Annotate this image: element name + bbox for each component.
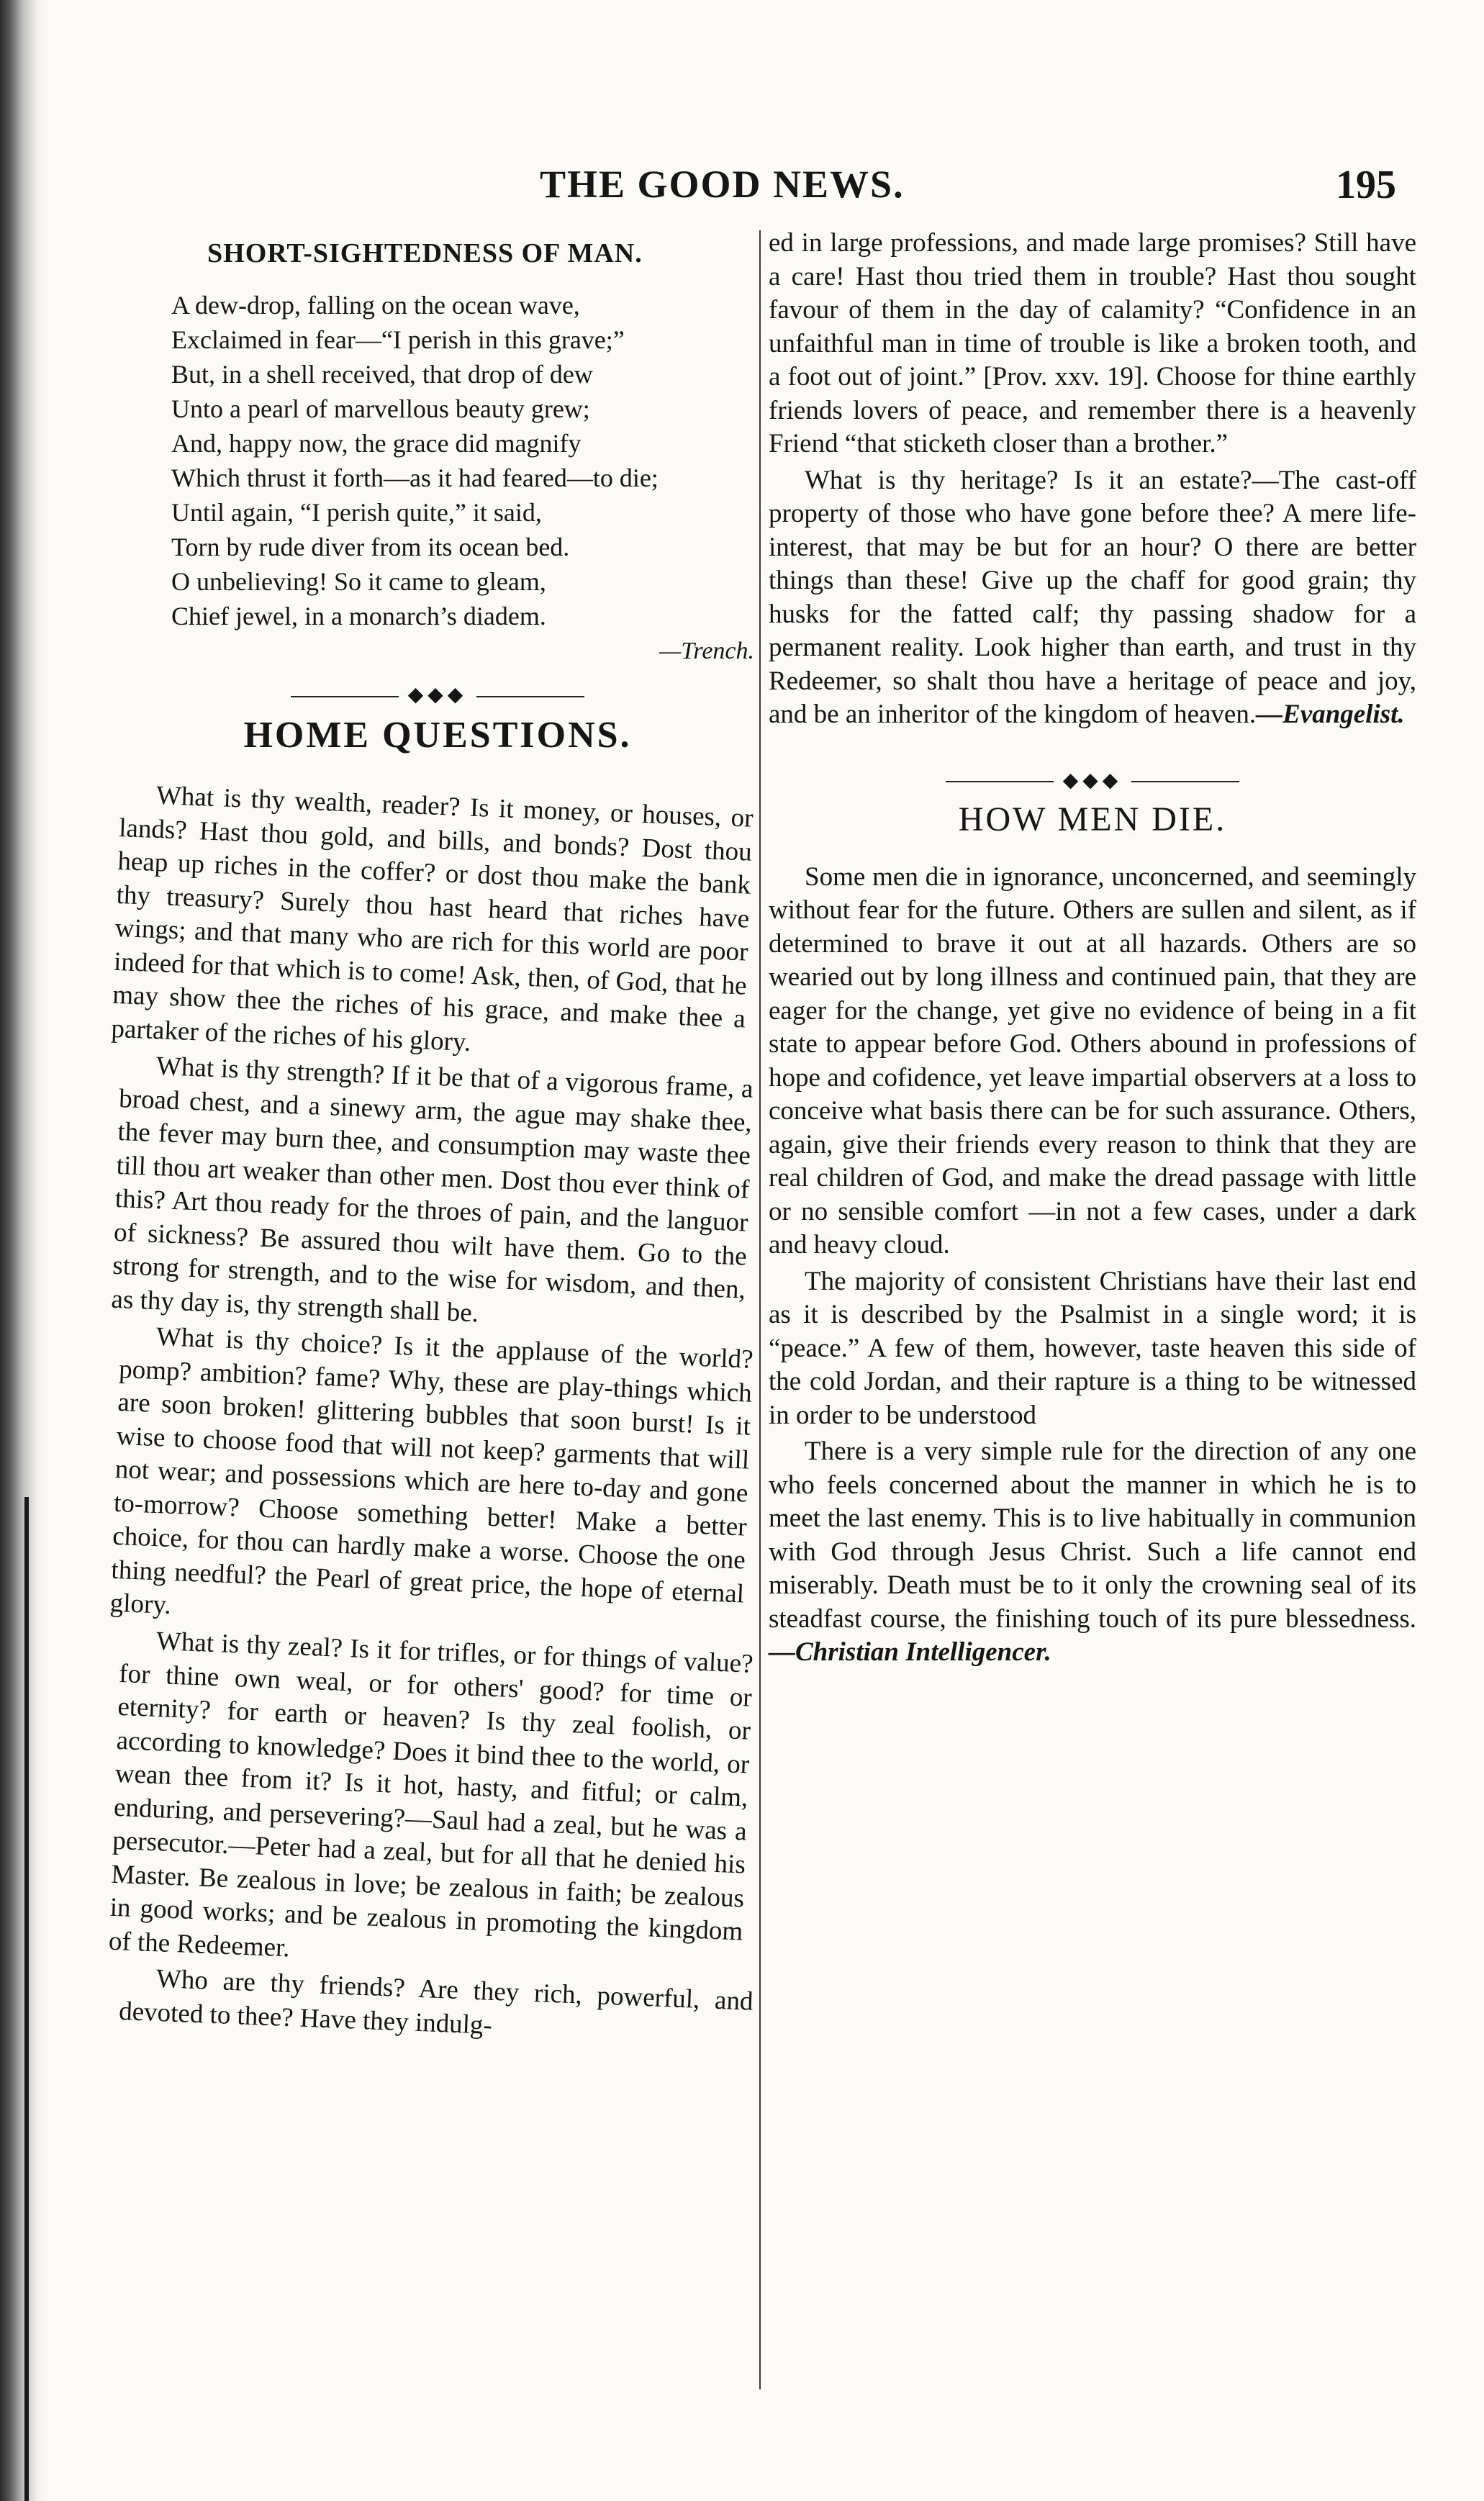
home-questions-title: HOME QUESTIONS. xyxy=(243,715,632,756)
section-ornament: ◆◆◆ xyxy=(121,682,754,707)
poem-body xyxy=(121,288,754,633)
article-paragraph-continued: ed in large professions, and made large promises? Still have a care! Hast thou tried them in trouble? Hast thou sought favour of them in the day of calamity? “Confidence in an unfaithful man in time of trouble is like a broken tooth, and a foot out of joint.” [Prov. xxv. 19]. Choose for thine earthly friends lovers of peace, and remember there is a heavenly Friend “that sticketh closer than a brother.” xyxy=(769,228,1416,458)
section-ornament: ◆◆◆ xyxy=(769,768,1416,792)
poem-attribution: —Trench. xyxy=(659,638,754,664)
poem-line: A dew-drop, falling on the ocean wave, xyxy=(171,291,580,320)
article-paragraph: Who are thy friends? Are they rich, powerful, and devoted to thee? Have they indulg- xyxy=(118,1963,754,2040)
running-title: THE GOOD NEWS. xyxy=(540,163,905,206)
binding-edge xyxy=(24,1497,29,2501)
poem-line: Which thrust it forth—as it had feared—to die; xyxy=(171,463,659,492)
paragraph-text: There is a very simple rule for the direction of any one who feels concerned about the manner in which he is to meet the last enemy. This is to live habitually in communion with God through Jesus Christ. Such a life cannot end miserably. Death must be to it only the crowning seal of its steadfast course, the finishing touch of its pure blessedness. xyxy=(769,1437,1416,1634)
paragraph-text: What is thy heritage? Is it an estate?—The cast-off property of those who have gone before thee? A mere life-interest, that may be but for an hour? O there are better things than these! Give up the chaff for good grain; thy husks for the fatted calf; thy passing shadow for a permanent reality. Look higher than earth, and trust in thy Redeemer, so shalt thou have a heritage of peace and joy, and be an inheritor of the kingdom of heaven. xyxy=(769,465,1416,729)
poem-title: SHORT-SIGHTEDNESS OF MAN. xyxy=(207,238,643,268)
column-divider xyxy=(759,230,761,2389)
article-paragraph: Some men die in ignorance, unconcerned, and seemingly without fear for the future. Others are sullen and silent, as if determined to brave it out at all hazards. Others are so wearied out by long illness and continued pain, that they are eager for the change, yet give no evidence of being in a fit state to appear before God. Others abound in professions of hope and cofidence, yet leave impartial observers at a loss to conceive what basis there can be for such assurance. Others, again, give their friends every reason to think that they are real children of God, and make the dread passage with little or no sensible comfort —in not a few cases, under a dark and heavy cloud. xyxy=(769,861,1416,1259)
poem-line: Unto a pearl of marvellous beauty grew; xyxy=(171,394,590,423)
poem-line: Torn by rude diver from its ocean bed. xyxy=(171,533,570,561)
poem-line: But, in a shell received, that drop of dew xyxy=(171,360,593,389)
article-paragraph: What is thy zeal? Is it for trifles, or for things of value? for thine own weal, or for others' good? for time or eternity? for earth or heaven? Is thy zeal foolish, or according to knowledge? Does it bind thee to the world, or wean thee from it? Is it hot, hasty, and fitful; or calm, enduring, and persevering?—Saul had a zeal, but he was a persecutor.—Peter had a zeal, but for all that he denied his Master. Be zealous in love; be zealous in faith; be zealous in good works; and be zealous in promoting the kingdom of the Redeemer. xyxy=(108,1626,754,1963)
article-paragraph: What is thy choice? Is it the applause of the world? pomp? ambition? fame? Why, these are play-things which are soon broken! glittering bubbles that soon burst! Is it wise to choose food that will not keep? garments that will not wear; and possessions which are here to-day and gone to-morrow? Choose something better! Make a better choice, for thou can hardly make a worse. Choose the one thing needful? the Pearl of great price, the hope of eternal glory. xyxy=(109,1321,754,1620)
poem-line: Chief jewel, in a monarch’s diadem. xyxy=(171,602,546,630)
article-paragraph: What is thy wealth, reader? Is it money, or houses, or lands? Hast thou gold, and bills, and bonds? Dost thou heap up riches in the coffer? or dost thou make the bank thy treasury? Surely thou hast heard that riches have wings; and that many who are rich for this world are poor indeed for that which is to come! Ask, then, of God, that he may show thee the riches of his grace, and make thee a partaker of the riches of his glory. xyxy=(110,780,754,1057)
poem-line: O unbelieving! So it came to gleam, xyxy=(171,567,546,596)
how-men-die-title: HOW MEN DIE. xyxy=(958,800,1227,838)
article-paragraph: The majority of consistent Christians have their last end as it is described by the Psalmist in a single word; it is “peace.” A few of them, however, taste heaven this side of the cold Jordan, and their rapture is a thing to be witnessed in order to be understood xyxy=(769,1266,1416,1430)
page-header xyxy=(108,162,1396,220)
left-column xyxy=(108,238,754,2040)
poem-line: And, happy now, the grace did magnify xyxy=(171,429,582,458)
poem-line: Exclaimed in fear—“I perish in this grave;” xyxy=(171,325,625,354)
article-paragraph-final xyxy=(769,1435,1416,1670)
home-questions-attribution: —Evangelist. xyxy=(1256,700,1405,729)
how-men-die-attribution: —Christian Intelligencer. xyxy=(769,1637,1051,1667)
article-paragraph: What is thy strength? If it be that of a vigorous frame, a broad chest, and a sinewy arm, the ague may shake thee, the fever may burn thee, and consumption may waste thee till thou art weaker than other men. Dost thou ever think of this? Art thou ready for the throes of pain, and the languor of sickness? Be assured thou wilt have them. Go to the strong for strength, and to the wise for wisdom, and then, as thy day is, thy strength shall be. xyxy=(110,1051,754,1328)
page-number: 195 xyxy=(1336,163,1396,207)
poem-line: Until again, “I perish quite,” it said, xyxy=(171,498,542,527)
right-column xyxy=(769,227,1416,1673)
article-paragraph-final xyxy=(769,464,1416,732)
